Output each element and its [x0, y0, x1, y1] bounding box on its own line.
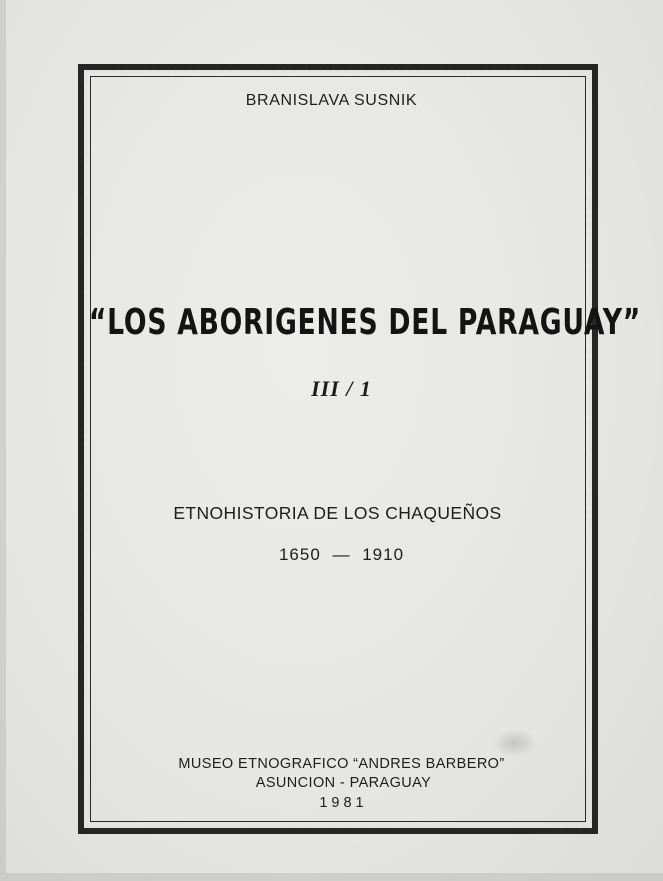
book-title: “LOS ABORIGENES DEL PARAGUAY”	[88, 302, 641, 343]
volume-number: III / 1	[311, 376, 372, 401]
year-range: 1650 — 1910	[278, 545, 405, 564]
publication-year: 1981	[319, 795, 368, 811]
book-subtitle: ETNOHISTORIA DE LOS CHAQUEÑOS	[173, 503, 502, 523]
author-name: BRANISLAVA SUSNIK	[245, 92, 418, 109]
paper-smudge	[494, 730, 536, 756]
publisher-name: MUSEO ETNOGRAFICO “ANDRES BARBERO”	[178, 756, 505, 772]
cover-border-inner	[88, 76, 641, 822]
publisher-city: ASUNCION - PARAGUAY	[255, 775, 432, 791]
